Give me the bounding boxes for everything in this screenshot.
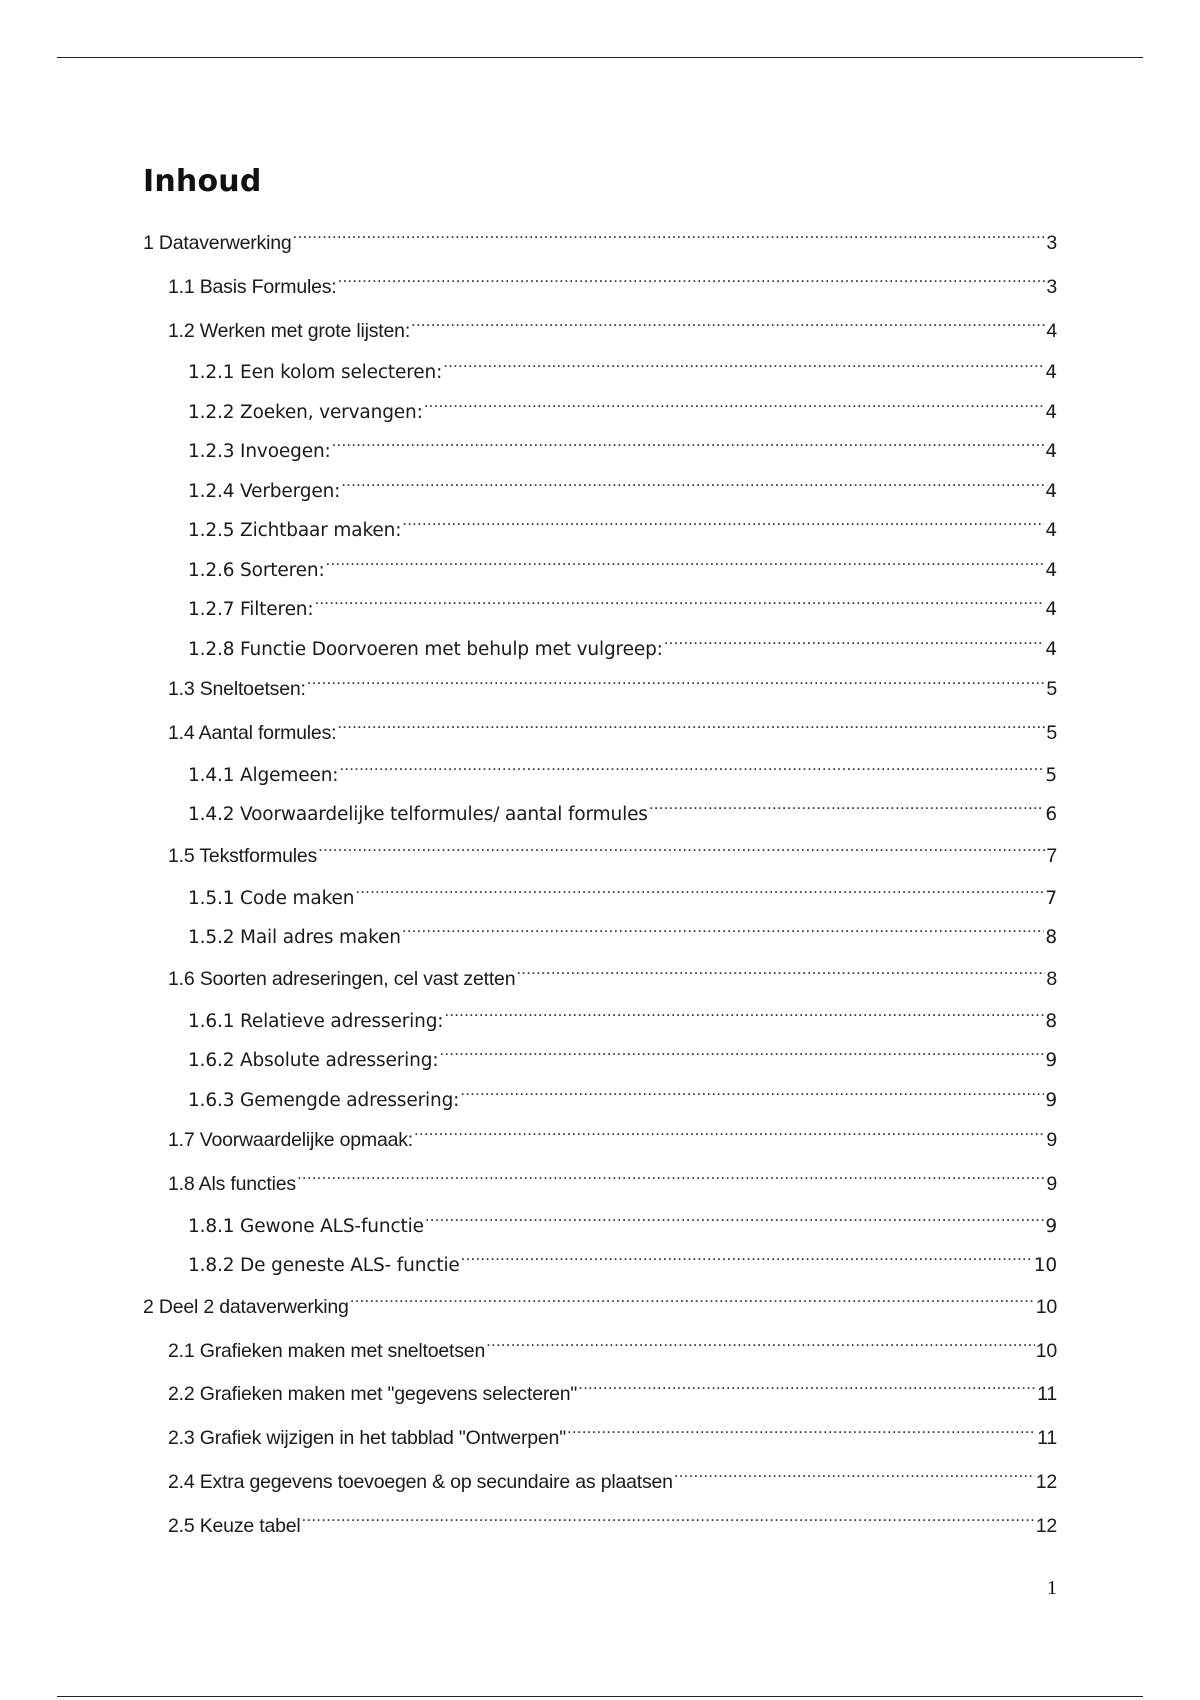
toc-entry[interactable] — [168, 1508, 1057, 1539]
toc-entry-title: 1.2.2 Zoeken, vervangen: — [188, 402, 423, 423]
toc-entry-page: 7 — [1046, 845, 1057, 867]
toc-entry-page: 4 — [1045, 402, 1057, 423]
toc-entry[interactable] — [188, 473, 1057, 505]
toc-leader — [649, 796, 1045, 820]
toc-entry-title: 1.2.1 Een kolom selecteren: — [188, 362, 443, 383]
toc-entry[interactable] — [188, 394, 1057, 426]
toc-entry-page: 8 — [1046, 968, 1057, 990]
toc-entry-title: 1.4 Aantal formules: — [168, 722, 337, 744]
toc-entry[interactable] — [168, 961, 1057, 992]
toc-entry[interactable] — [168, 1333, 1057, 1364]
toc-entry-title: 2 Deel 2 dataverwerking — [143, 1296, 349, 1318]
toc-entry[interactable] — [168, 1376, 1057, 1407]
toc-leader — [355, 880, 1044, 904]
toc-entry[interactable] — [168, 671, 1057, 702]
toc-entry[interactable] — [168, 1420, 1057, 1451]
toc-entry-page: 4 — [1045, 560, 1057, 581]
toc-leader — [674, 1464, 1035, 1488]
toc-entry-title: 2.2 Grafieken maken met "gegevens selecteren" — [168, 1383, 578, 1405]
toc-entry-title: 1 Dataverwerking — [143, 232, 292, 254]
toc-entry-title: 1.1 Basis Formules: — [168, 276, 337, 298]
toc-entry[interactable] — [188, 1042, 1057, 1074]
toc-entry-page: 12 — [1035, 1515, 1057, 1537]
toc-leader — [338, 269, 1046, 293]
toc-heading: Inhoud — [143, 164, 262, 199]
toc-leader — [424, 394, 1045, 418]
toc-leader — [326, 552, 1045, 576]
toc-entry-title: 1.8.1 Gewone ALS-functie — [188, 1216, 424, 1237]
toc-entry-page: 8 — [1045, 927, 1057, 948]
toc-entry-page: 7 — [1045, 888, 1057, 909]
toc-entry-title: 2.4 Extra gegevens toevoegen & op secundaire as plaatsen — [168, 1471, 673, 1493]
toc-leader — [444, 1003, 1044, 1027]
toc-entry-page: 9 — [1046, 1129, 1057, 1151]
toc-entry[interactable] — [188, 880, 1057, 912]
toc-entry[interactable] — [188, 631, 1057, 663]
toc-entry[interactable] — [188, 796, 1057, 828]
toc-entry-title: 1.2.8 Functie Doorvoeren met behulp met vulgreep: — [188, 639, 663, 660]
toc-entry-title: 1.5.2 Mail adres maken — [188, 927, 401, 948]
toc-entry-title: 1.6 Soorten adreseringen, cel vast zetten — [168, 968, 516, 990]
toc-leader — [516, 961, 1045, 985]
toc-entry-title: 2.3 Grafiek wijzigen in het tabblad "Ontwerpen" — [168, 1427, 566, 1449]
toc-leader — [402, 512, 1044, 536]
toc-leader — [414, 1122, 1045, 1146]
toc-leader — [337, 715, 1045, 739]
toc-leader — [314, 591, 1044, 615]
toc-entry-page: 4 — [1046, 320, 1057, 342]
toc-entry[interactable] — [188, 1247, 1057, 1279]
toc-leader — [460, 1082, 1044, 1106]
toc-entry-title: 1.3 Sneltoetsen: — [168, 678, 306, 700]
toc-entry[interactable] — [168, 1122, 1057, 1153]
toc-entry-title: 1.6.1 Relatieve adressering: — [188, 1011, 444, 1032]
toc-leader — [461, 1247, 1033, 1271]
toc-entry-page: 4 — [1045, 481, 1057, 502]
toc-entry-title: 1.2 Werken met grote lijsten: — [168, 320, 411, 342]
toc-entry-title: 2.1 Grafieken maken met sneltoetsen — [168, 1340, 486, 1362]
toc-entry-page: 4 — [1045, 639, 1057, 660]
toc-entry-page: 3 — [1046, 276, 1057, 298]
toc-entry[interactable] — [168, 838, 1057, 869]
toc-entry-page: 9 — [1045, 1216, 1057, 1237]
toc-leader — [302, 1508, 1035, 1532]
toc-entry-title: 1.7 Voorwaardelijke opmaak: — [168, 1129, 413, 1151]
toc-entry-page: 9 — [1045, 1050, 1057, 1071]
toc-entry[interactable] — [188, 1003, 1057, 1035]
toc-entry[interactable] — [188, 591, 1057, 623]
toc-entry-page: 4 — [1045, 520, 1057, 541]
toc-entry-title: 1.2.7 Filteren: — [188, 599, 314, 620]
toc-entry-page: 6 — [1045, 804, 1057, 825]
toc-leader — [567, 1420, 1036, 1444]
toc-leader — [293, 225, 1046, 249]
toc-entry-title: 1.4.2 Voorwaardelijke telformules/ aantal formules — [188, 804, 648, 825]
toc-entry[interactable] — [168, 313, 1057, 344]
toc-entry[interactable] — [188, 757, 1057, 789]
toc-entry-title: 1.8.2 De geneste ALS- functie — [188, 1255, 460, 1276]
toc-entry-title: 1.6.2 Absolute adressering: — [188, 1050, 439, 1071]
toc-entry[interactable] — [168, 1464, 1057, 1495]
toc-leader — [439, 1042, 1044, 1066]
toc-entry-page: 5 — [1045, 765, 1057, 786]
toc-entry-title: 1.2.3 Invoegen: — [188, 441, 331, 462]
toc-entry-title: 1.6.3 Gemengde adressering: — [188, 1090, 460, 1111]
toc-leader — [402, 919, 1045, 943]
footer-rule — [57, 1696, 1143, 1697]
toc-entry[interactable] — [168, 715, 1057, 746]
toc-entry[interactable] — [168, 1166, 1057, 1197]
toc-entry-page: 11 — [1037, 1383, 1057, 1405]
toc-entry-title: 1.2.4 Verbergen: — [188, 481, 341, 502]
toc-entry-page: 12 — [1035, 1471, 1057, 1493]
toc-entry[interactable] — [188, 1208, 1057, 1240]
toc-entry-title: 1.2.5 Zichtbaar maken: — [188, 520, 402, 541]
toc-entry[interactable] — [143, 225, 1057, 256]
toc-entry-page: 9 — [1045, 1090, 1057, 1111]
toc-leader — [425, 1208, 1045, 1232]
toc-entry-page: 5 — [1046, 678, 1057, 700]
toc-entry[interactable] — [188, 552, 1057, 584]
toc-leader — [332, 433, 1045, 457]
toc-entry-page: 10 — [1033, 1255, 1057, 1276]
toc-entry[interactable] — [188, 433, 1057, 465]
toc-entry-page: 8 — [1045, 1011, 1057, 1032]
toc-entry[interactable] — [168, 269, 1057, 300]
toc-entry-page: 10 — [1035, 1340, 1057, 1362]
toc-entry-title: 2.5 Keuze tabel — [168, 1515, 301, 1537]
page-number: 1 — [1047, 1577, 1057, 1599]
toc-leader — [350, 1289, 1035, 1313]
toc-leader — [341, 473, 1044, 497]
toc-leader — [578, 1376, 1036, 1400]
toc-entry-page: 4 — [1045, 599, 1057, 620]
toc-entry-page: 11 — [1037, 1427, 1057, 1449]
toc-leader — [443, 354, 1044, 378]
toc-leader — [486, 1333, 1035, 1357]
toc-entry-title: 1.4.1 Algemeen: — [188, 765, 339, 786]
toc-entry[interactable] — [188, 512, 1057, 544]
toc-leader — [307, 671, 1046, 695]
toc-entry[interactable] — [188, 1082, 1057, 1114]
toc-entry-page: 3 — [1046, 232, 1057, 254]
toc-leader — [339, 757, 1044, 781]
toc-entry[interactable] — [188, 354, 1057, 386]
toc-entry-page: 10 — [1035, 1296, 1057, 1318]
toc-entry-title: 1.5 Tekstformules — [168, 845, 318, 867]
toc-entry-title: 1.5.1 Code maken — [188, 888, 355, 909]
toc-entry-title: 1.2.6 Sorteren: — [188, 560, 325, 581]
toc-entry-page: 9 — [1046, 1173, 1057, 1195]
toc-entry-page: 4 — [1045, 362, 1057, 383]
toc-leader — [664, 631, 1045, 655]
toc-entry-page: 4 — [1045, 441, 1057, 462]
toc-leader — [318, 838, 1045, 862]
toc-entry[interactable] — [188, 919, 1057, 951]
toc-entry-title: 1.8 Als functies — [168, 1173, 296, 1195]
toc-entry-page: 5 — [1046, 722, 1057, 744]
toc-leader — [297, 1166, 1045, 1190]
toc-leader — [411, 313, 1045, 337]
toc-entry[interactable] — [143, 1289, 1057, 1320]
